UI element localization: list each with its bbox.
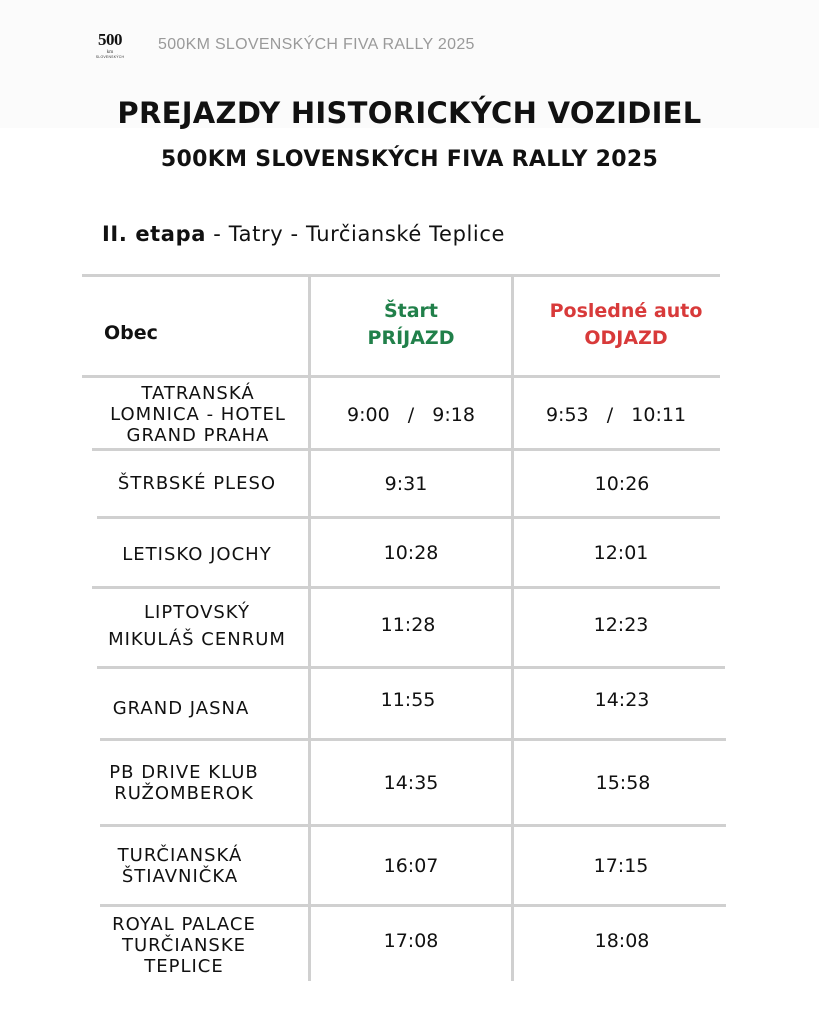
name-line: ROYAL PALACE (112, 914, 256, 935)
table-row-name (80, 845, 280, 887)
row-divider (100, 824, 726, 827)
header-bar (86, 30, 475, 60)
table-row-start: 11:55 (380, 689, 436, 711)
table-row-start: 16:07 (383, 855, 439, 877)
name-line: LIPTOVSKÝ (144, 602, 250, 623)
table-row-last: 18:08 (594, 930, 650, 952)
column-header-obec: Obec (104, 322, 158, 344)
row-divider (92, 586, 720, 589)
name-line: LETISKO JOCHY (122, 544, 272, 565)
column-header-start (311, 298, 511, 352)
stage-route: - Tatry - Turčianské Teplice (205, 222, 506, 246)
name-line: GRAND JASNA (112, 698, 250, 719)
table-row-last: 12:01 (593, 542, 649, 564)
table-row-name (84, 762, 284, 804)
table-row-start: 10:28 (383, 542, 439, 564)
row-divider (100, 904, 726, 907)
table-row-last: 15:58 (595, 772, 651, 794)
table-top-border (82, 274, 720, 277)
row-divider (100, 738, 726, 741)
rally-logo (86, 31, 134, 59)
logo-unit: km (106, 49, 114, 55)
page-subtitle: 500KM SLOVENSKÝCH FIVA RALLY 2025 (160, 147, 659, 172)
name-line: GRAND PRAHA (126, 425, 270, 446)
name-line: TEPLICE (144, 956, 224, 977)
table-row-name (97, 473, 297, 494)
last-header-line1: Posledné auto (549, 300, 703, 322)
name-line: MIKULÁŠ CENRUM (108, 629, 286, 650)
name-line: LOMNICA - HOTEL (110, 404, 286, 425)
row-divider (92, 448, 720, 451)
stage-label: II. etapa (102, 222, 206, 246)
table-row-name (97, 544, 297, 565)
table-row-last: 9:53 / 10:11 (545, 404, 687, 426)
start-header-line2: PRÍJAZD (367, 327, 455, 349)
name-line: RUŽOMBEROK (114, 783, 254, 804)
table-row-start: 17:08 (383, 930, 439, 952)
table-row-last: 17:15 (593, 855, 649, 877)
page-title: PREJAZDY HISTORICKÝCH VOZIDIEL (117, 96, 702, 130)
name-line: PB DRIVE KLUB (109, 762, 259, 783)
name-line: TURČIANSKE (121, 935, 247, 956)
logo-number: 500 (98, 29, 122, 49)
name-line: ŠTIAVNIČKA (121, 866, 239, 887)
table-row-name (97, 602, 297, 650)
table-row-name (81, 698, 281, 719)
header-title: 500KM SLOVENSKÝCH FIVA RALLY 2025 (158, 36, 475, 53)
logo-caption: SLOVENSKÝCH (95, 54, 125, 59)
table-row-name (84, 914, 284, 977)
table-row-name (98, 383, 298, 446)
name-line: TURČIANSKÁ (117, 845, 243, 866)
table-row-last: 10:26 (594, 473, 650, 495)
row-divider (97, 516, 720, 519)
column-header-last (514, 298, 738, 352)
stage-heading (102, 222, 505, 246)
table-row-start: 9:00 / 9:18 (347, 404, 475, 426)
table-row-last: 12:23 (593, 614, 649, 636)
table-row-start: 14:35 (383, 772, 439, 794)
table-row-start: 9:31 (384, 473, 428, 495)
table-row-start: 11:28 (380, 614, 436, 636)
row-divider (97, 666, 725, 669)
start-header-line1: Štart (383, 300, 439, 322)
name-line: ŠTRBSKÉ PLESO (117, 473, 277, 494)
table-row-last: 14:23 (594, 689, 650, 711)
last-header-line2: ODJAZD (584, 327, 668, 349)
row-divider (82, 375, 720, 378)
name-line: TATRANSKÁ (141, 383, 255, 404)
